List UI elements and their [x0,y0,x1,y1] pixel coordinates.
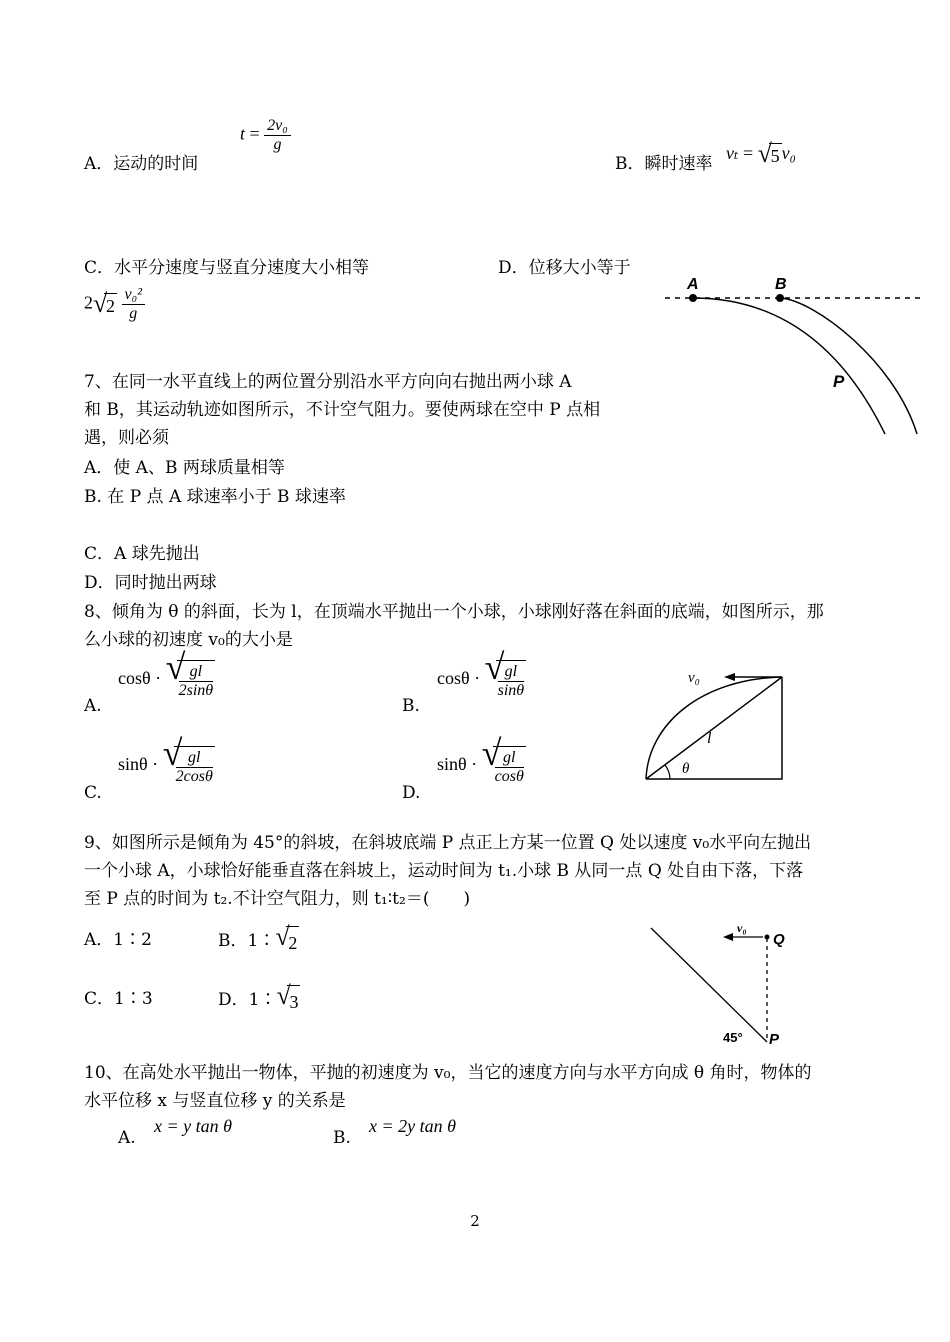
q8-c-sqrt: √ $\frac{gl}{2\cos\theta}$ [162,733,213,785]
q9-line-3: 至 P 点的时间为 t₂.不计空气阻力，则 t₁∶t₂＝( ) [84,889,471,909]
q8-label-theta: θ [682,761,690,777]
q8-a-sqrt: √ $\frac{gl}{2\sin\theta}$ [165,647,214,699]
q7-label-p: P [833,372,845,391]
q9-slope-figure [645,920,805,1050]
q8-v0-arrowhead [724,673,735,681]
q8-option-d-label: D. [402,783,421,803]
q10-line-1: 10、在高处水平抛出一物体，平抛的初速度为 v₀，当它的速度方向与水平方向成 θ 角时，物体的 [84,1063,812,1083]
q8-option-a-label: A. [84,696,102,716]
q6-b-lhs: vₜ [726,143,739,164]
q8-d-den: cosθ [494,768,524,785]
q9-label-p: P [769,1031,780,1048]
q6-option-c: C．水平分速度与竖直分速度大小相等 [84,258,370,278]
q6-d-rad: 2 [104,293,117,317]
q6-a-t: t [240,123,246,144]
q7-option-b: B. 在 P 点 A 球速率小于 B 球速率 [84,487,346,507]
q6-b-sqrt: √ 5 [757,139,780,168]
q10-option-a-label: A. [118,1128,136,1148]
q8-a-den: 2sinθ [178,682,214,699]
q8-option-b-formula [437,647,526,700]
q8-b-den: sinθ [497,682,525,699]
q6-a-den: g [273,136,282,153]
q7-label-b: B [775,276,787,293]
q6-b-rad: 5 [769,143,782,167]
q6-option-a-formula [240,117,291,154]
q6-d-sqrt: √ 2 [93,288,115,318]
q8-b-sqrt: √ $\frac{gl}{\sin\theta}$ [484,647,525,699]
q8-option-a-formula [118,647,215,700]
q6-option-d-label: D．位移大小等于 [498,258,631,278]
q8-c-trig: sinθ · [118,754,159,775]
q10-option-a-formula: x = y tan θ [154,1116,232,1136]
q8-incline [646,677,782,779]
q7-trajectory-a [693,298,885,434]
q7-line-3: 遇，则必须 [84,428,169,448]
q8-b-num: gl [498,663,525,682]
q9-line-2: 一个小球 A，小球恰好能垂直落在斜坡上，运动时间为 t₁.小球 B 从同一点 Q 处自由下落，下落 [84,861,804,881]
q10-option-b-formula: x = 2y tan θ [369,1116,456,1136]
q8-a-trig: cosθ · [118,668,162,689]
q9-option-b [218,922,299,957]
q9-v0-arrowhead [723,933,733,941]
q6-b-tail: v₀ [781,143,796,164]
q8-option-d-formula [437,733,526,786]
q10-option-b-label: B. [333,1128,351,1148]
q9-point-q [765,935,770,940]
q7-option-d: D．同时抛出两球 [84,573,217,593]
q7-option-a: A．使 A、B 两球质量相等 [84,458,285,478]
q8-a-num: gl [179,663,214,682]
q7-line-2: 和 B，其运动轨迹如图所示，不计空气阻力。要使两球在空中 P 点相 [84,400,601,420]
q9-label-q: Q [773,931,785,948]
q8-d-trig: sinθ · [437,754,478,775]
q6-b-eq: = [742,143,754,164]
q9-d-sqrt: √ 3 [276,985,300,1016]
q9-slope [651,928,767,1042]
q9-b-rad: 2 [286,926,299,957]
q8-angle-arc [665,765,670,779]
q9-option-d [218,981,300,1016]
q6-a-eq: = [249,123,260,144]
page-number: 2 [470,1212,480,1230]
q8-label-l: l [707,730,712,747]
q6-option-b-label: B．瞬时速率 [615,154,713,174]
q8-c-den: 2cosθ [175,768,213,785]
q10-line-2: 水平位移 x 与竖直位移 y 的关系是 [84,1091,346,1111]
q9-b-sqrt: √ 2 [275,926,299,957]
q6-a-num: 2v₀ [264,117,291,136]
q8-option-c-formula [118,733,215,786]
q7-option-c: C．A 球先抛出 [84,544,200,564]
q8-option-b-label: B. [402,696,420,716]
q8-line-1: 8、倾角为 θ 的斜面，长为 l，在顶端水平抛出一个小球，小球刚好落在斜面的底端，如图所示，那 [84,602,824,622]
q8-d-sqrt: √ $\frac{gl}{\cos\theta}$ [481,733,524,785]
q9-d-rad: 3 [287,985,300,1016]
q7-trajectory-figure [665,272,925,437]
q9-option-a: A．1∶2 [84,930,152,950]
q8-b-trig: cosθ · [437,668,481,689]
q8-line-2: 么小球的初速度 v₀的大小是 [84,630,293,650]
q9-b-label: B．1∶ [218,931,276,951]
q8-label-v0: v₀ [688,670,700,686]
q9-d-label: D．1∶ [218,990,277,1010]
q9-label-v0: v₀ [737,921,747,935]
q6-d-coef: 2 [84,292,93,313]
q8-incline-figure [640,665,790,785]
q6-d-num: v₀² [122,286,145,305]
q6-d-den: g [129,305,138,322]
q8-c-num: gl [176,749,213,768]
q6-option-d-formula [84,286,145,323]
q7-line-1: 7、在同一水平直线上的两位置分别沿水平方向向右抛出两小球 A [84,372,572,392]
q6-a-frac [264,117,291,154]
q6-option-a-label: A．运动的时间 [84,154,199,174]
q6-d-frac [122,286,145,323]
q7-label-a: A [687,276,699,293]
q9-label-angle: 45° [723,1030,743,1045]
q8-option-c-label: C. [84,783,102,803]
q9-option-c: C．1∶3 [84,989,153,1009]
q9-line-1: 9、如图所示是倾角为 45°的斜坡，在斜坡底端 P 点正上方某一位置 Q 处以速度 v₀水平向左抛出 [84,833,812,853]
q6-option-b-formula [726,139,796,168]
q8-d-num: gl [495,749,524,768]
q7-trajectory-b [780,298,917,434]
